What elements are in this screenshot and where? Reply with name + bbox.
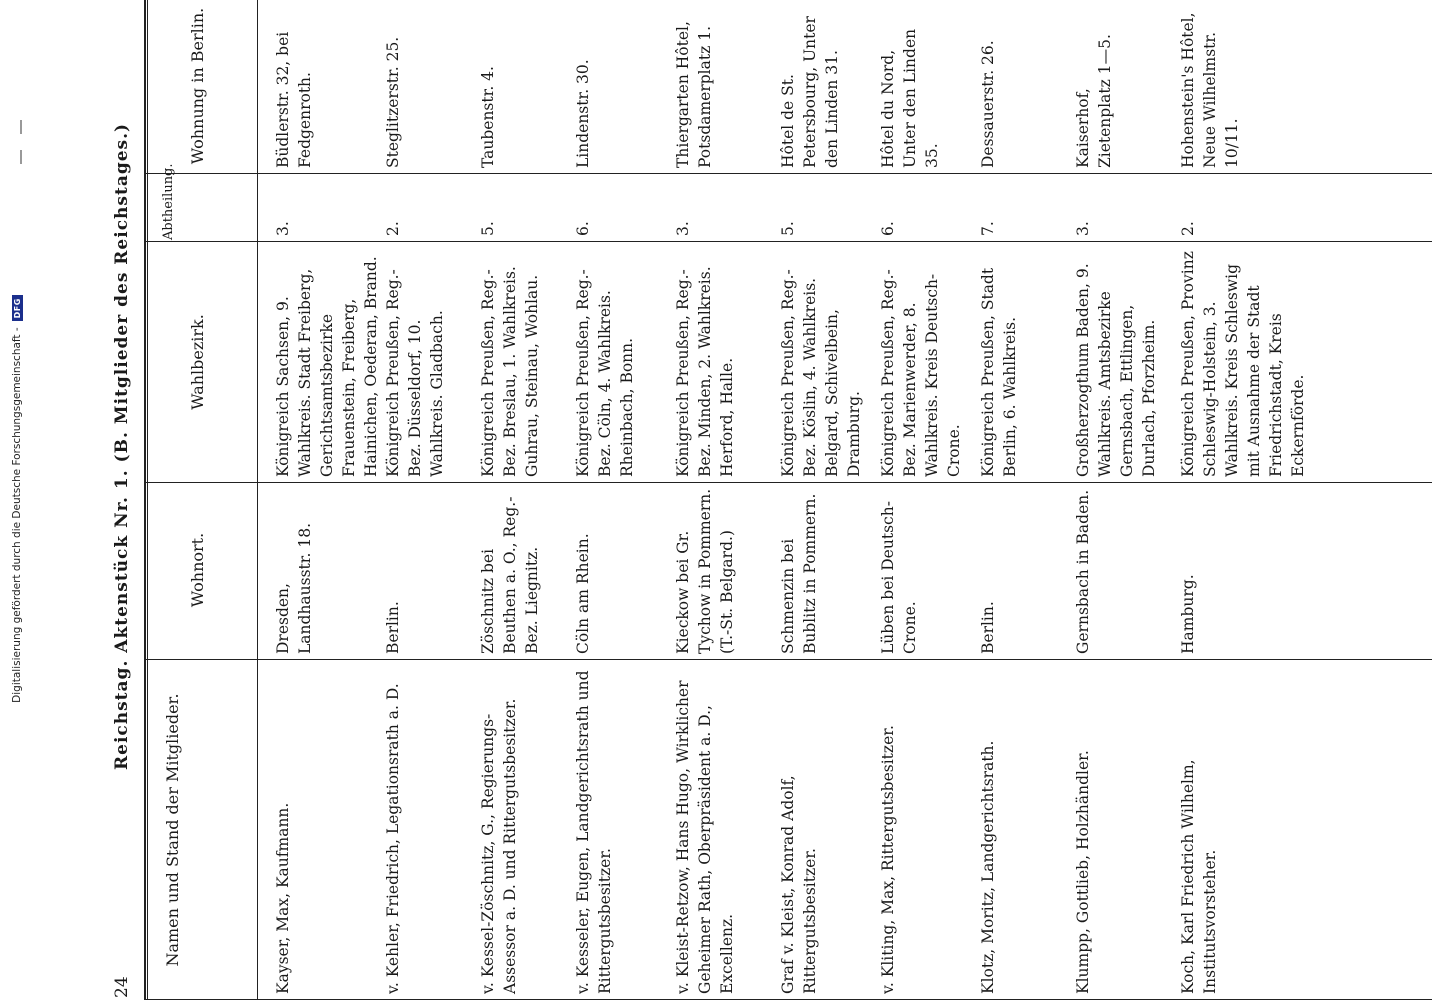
column-rule [144,482,1432,483]
member-residence: Berlin. [979,601,997,654]
column-rule [144,659,1432,660]
member-district: Königreich Sachsen, 9. Wahlkreis. Stadt Freiberg, Gerichtsamtsbezirke Frauenstein, Freiberg, Hainichen, Oederan, Brand. [274,256,380,477]
member-residence: Dresden, Landhausstr. 18. [274,523,314,654]
member-division: 7. [979,221,997,236]
digitization-note-text: Digitalisierung gefördert durch die Deutsche Forschungsgemeinschaft - [11,327,23,703]
member-district: Königreich Preußen, Reg.-Bez. Minden, 2. Wahlkreis. Herford, Halle. [674,266,736,477]
column-header-residence: Wohnort. [188,532,207,608]
dfg-logo: DFG [12,295,23,321]
member-name: v. Kleist-Retzow, Hans Hugo, Wirklicher Geheimer Rath, Oberpräsident a. D., Excellenz. [674,680,736,994]
table-top-rule-thin [147,0,148,1000]
member-residence: Kieckow bei Gr. Tychow in Pommern. (T.-St. Belgard.) [674,488,736,654]
document-page [112,0,1412,1000]
member-division: 3. [674,221,692,236]
column-header-division: Abtheilung. [161,163,176,240]
member-district: Königreich Preußen, Reg.-Bez. Marienwerder, 8. Wahlkreis. Kreis Deutsch-Crone. [879,269,963,477]
member-residence: Hamburg. [1179,574,1197,654]
member-name: v. Kehler, Friedrich, Legationsrath a. D. [384,683,402,994]
member-division: 6. [574,221,592,236]
member-district: Königreich Preußen, Reg.-Bez. Cöln, 4. Wahlkreis. Rheinbach, Bonn. [574,269,636,477]
digitization-note [6,4,28,994]
header-bottom-rule [257,0,258,1000]
page-number: 24 [112,976,132,998]
member-berlin-address: Steglitzerstr. 25. [384,36,402,168]
member-division: 2. [1179,221,1197,236]
page-header [112,0,142,1000]
member-district: Großherzogthum Baden, 9. Wahlkreis. Amtsbezirke Gernsbach, Ettlingen, Durlach, Pforzheim. [1074,263,1158,477]
member-district: Königreich Preußen, Stadt Berlin, 6. Wahlkreis. [979,267,1019,477]
member-district: Königreich Preußen, Reg.-Bez. Köslin, 4. Wahlkreis. Belgard, Schivelbein, Dramburg. [779,269,863,477]
column-header-berlin: Wohnung in Berlin. [188,7,207,165]
member-name: Koch, Karl Friedrich Wilhelm, Institutsvorsteher. [1179,759,1219,994]
member-division: 3. [1074,221,1092,236]
member-name: Graf v. Kleist, Konrad Adolf, Rittergutsbesitzer. [779,775,819,994]
member-district: Königreich Preußen, Reg.-Bez. Düsseldorf, 10. Wahlkreis. Gladbach. [384,269,446,477]
member-residence: Schmenzin bei Bublitz in Pommern. [779,493,819,654]
member-residence: Cöln am Rhein. [574,533,592,654]
member-division: 5. [779,221,797,236]
member-residence: Berlin. [384,601,402,654]
column-rule [144,241,1432,242]
member-berlin-address: Hôtel du Nord, Unter den Linden 35. [879,28,941,168]
column-header-name: Namen und Stand der Mitglieder. [163,693,182,967]
member-name: v. Kliting, Max, Rittergutsbesitzer. [879,725,897,994]
member-name: v. Kesseler, Eugen, Landgerichtsrath und Rittergutsbesitzer. [574,670,614,994]
member-division: 3. [274,221,292,236]
member-residence: Gernsbach in Baden. [1074,489,1092,654]
table-top-rule [144,0,146,1000]
member-berlin-address: Hohenstein's Hôtel, Neue Wilhelmstr. 10/11. [1179,12,1241,168]
member-name: Kayser, Max, Kaufmann. [274,802,292,994]
member-division: 5. [479,221,497,236]
member-residence: Lüben bei Deutsch-Crone. [879,501,919,654]
member-berlin-address: Kaiserhof, Zietenplatz 1—5. [1074,34,1114,168]
page-title: Reichstag. Aktenstück Nr. 1. (B. Mitglieder des Reichstages.) [112,122,132,770]
member-berlin-address: Lindenstr. 30. [574,59,592,168]
member-district: Königreich Preußen, Reg.-Bez. Breslau, 1. Wahlkreis. Guhrau, Steinau, Wohlau. [479,266,541,477]
member-berlin-address: Taubenstr. 4. [479,66,497,168]
member-berlin-address: Büdlerstr. 32, bei Fedgenroth. [274,31,314,168]
member-district: Königreich Preußen, Provinz Schleswig-Holstein, 3. Wahlkreis. Kreis Schleswig mit Ausnahme der Stadt Friedrichstadt, Kreis Eckernförde. [1179,251,1307,477]
member-name: v. Kessel-Zöschnitz, G., Regierungs-Assessor a. D. und Rittergutsbesitzer. [479,698,519,994]
member-name: Klumpp, Gottlieb, Holzhändler. [1074,750,1092,994]
column-header-district: Wahlbezirk. [188,314,207,410]
column-rule [144,173,1432,174]
member-division: 6. [879,221,897,236]
member-division: 2. [384,221,402,236]
member-name: Klotz, Moritz, Landgerichtsrath. [979,740,997,994]
member-berlin-address: Dessauerstr. 26. [979,40,997,168]
member-residence: Zöschnitz bei Beuthen a. O., Reg.-Bez. Liegnitz. [479,496,541,654]
member-berlin-address: Hôtel de St. Petersbourg, Unter den Linden 31. [779,16,841,168]
member-berlin-address: Thiergarten Hôtel, Potsdamerplatz 1. [674,21,714,168]
